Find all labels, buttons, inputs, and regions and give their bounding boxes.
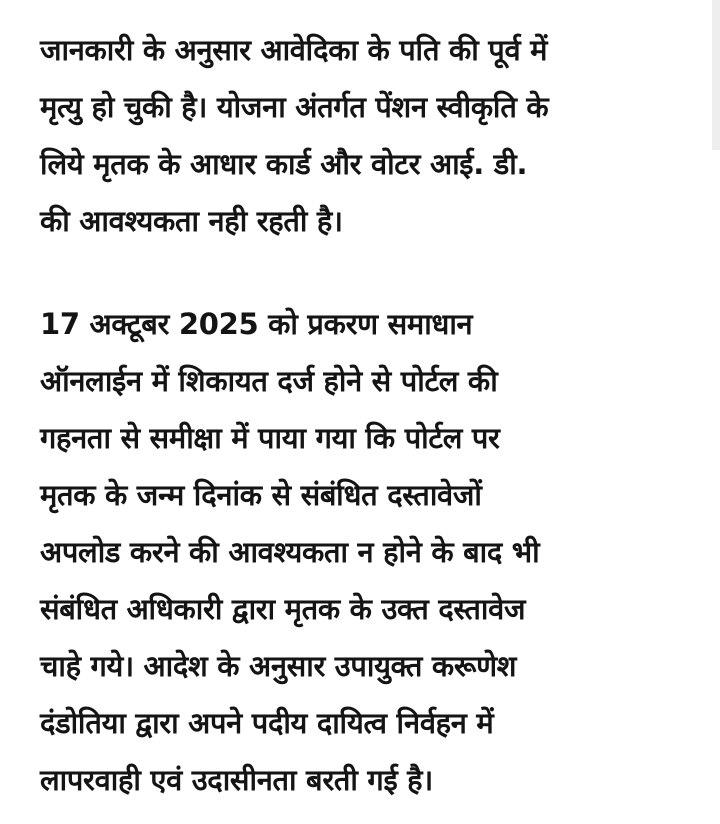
text-line: दंडोतिया द्वारा अपने पदीय दायित्व निर्वहन में — [40, 706, 494, 740]
paragraph-1 — [40, 22, 690, 250]
article-body — [40, 22, 690, 809]
text-line: लिये मृतक के आधार कार्ड और वोटर आई. डी. — [40, 147, 528, 181]
text-line: लापरवाही एवं उदासीनता बरती गई है। — [40, 763, 433, 797]
paragraph-2 — [40, 296, 690, 809]
text-line: चाहे गये। आदेश के अनुसार उपायुक्त करूणेश — [40, 649, 517, 683]
scrollbar-track[interactable] — [712, 0, 720, 150]
text-line: मृतक के जन्म दिनांक से संबंधित दस्तावेजों — [40, 478, 482, 512]
text-line: गहनता से समीक्षा में पाया गया कि पोर्टल पर — [40, 421, 500, 455]
text-line: मृत्यु हो चुकी है। योजना अंतर्गत पेंशन स्वीकृति के — [40, 90, 549, 124]
text-line: की आवश्यकता नही रहती है। — [40, 204, 343, 238]
text-line: संबंधित अधिकारी द्वारा मृतक के उक्त दस्तावेज — [40, 592, 526, 626]
text-line: 17 अक्टूबर 2025 को प्रकरण समाधान — [40, 307, 473, 341]
paragraph-spacer — [40, 250, 690, 296]
text-line: ऑनलाईन में शिकायत दर्ज होने से पोर्टल की — [40, 364, 498, 398]
text-line: जानकारी के अनुसार आवेदिका के पति की पूर्व में — [40, 33, 548, 67]
text-line: अपलोड करने की आवश्यकता न होने के बाद भी — [40, 535, 540, 569]
